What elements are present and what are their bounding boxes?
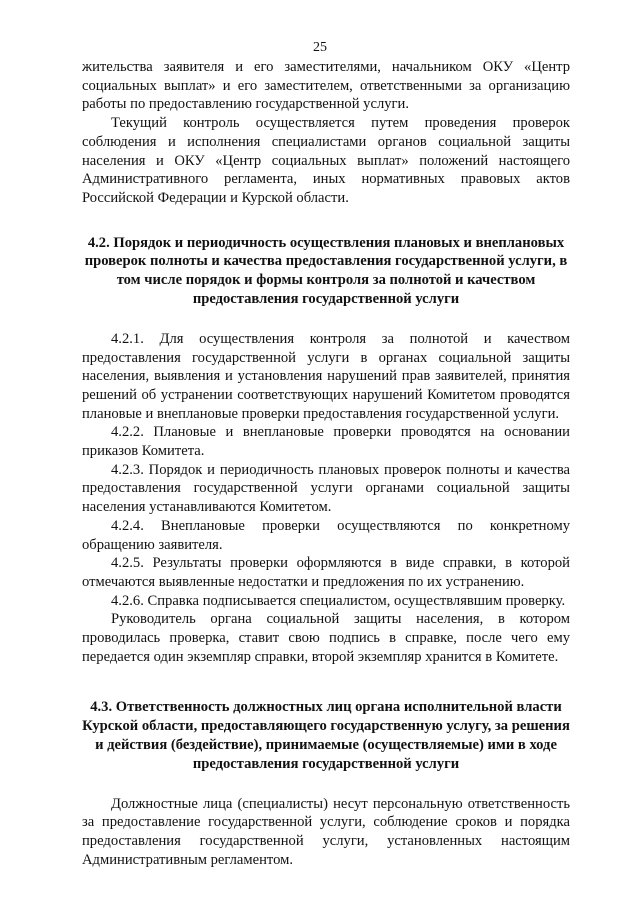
paragraph-4-2-3: 4.2.3. Порядок и периодичность плановых проверок полноты и качества предоставления государственной услуги органами социальной защиты населения устанавливаются Комитетом. <box>82 461 570 516</box>
paragraph-head-signature: Руководитель органа социальной защиты населения, в котором проводилась проверка, ставит свою подпись в справке, после чего ему передается один экземпляр справки, второй экземпляр хранится в Комитете. <box>82 611 570 665</box>
spacer <box>82 309 570 330</box>
paragraph-4-2-2: 4.2.2. Плановые и внеплановые проверки проводятся на основании приказов Комитета. <box>82 424 570 460</box>
paragraph-4-2-1: 4.2.1. Для осуществления контроля за полнотой и качеством предоставления государственной услуги в органах социальной защиты населения, выявления и установления нарушений прав заявителей, принятия решений об устранении соответствующих нарушений Комитетом проводятся плановые и внеплановые проверки предоставления государственной услуги. <box>82 330 570 422</box>
paragraph-4-2-4: 4.2.4. Внеплановые проверки осуществляются по конкретному обращению заявителя. <box>82 517 570 553</box>
spacer <box>82 208 570 234</box>
section-heading-4-2: 4.2. Порядок и периодичность осуществления плановых и внеплановых проверок полноты и качества предоставления государственной услуги, в том числе порядок и формы контроля за полнотой и качеством предоставления государственной услуги <box>84 234 568 308</box>
paragraph-4-2-5: 4.2.5. Результаты проверки оформляются в виде справки, в которой отмечаются выявленные недостатки и предложения по их устранению. <box>82 555 570 590</box>
text-column <box>82 58 570 869</box>
paragraph-4-2-6: 4.2.6. Справка подписывается специалистом, осуществлявшим проверку. <box>111 592 566 609</box>
section-heading-4-3: 4.3. Ответственность должностных лиц органа исполнительной власти Курской области, предоставляющего государственную услугу, за решения и действия (бездействие), принимаемые (осуществляемые) ими в ходе предоставления государственной услуги <box>82 699 570 772</box>
paragraph-current-control: Текущий контроль осуществляется путем проведения проверок соблюдения и исполнения специалистами органов социальной защиты населения и ОКУ «Центр социальных выплат» положений настоящего Административного регламента, иных нормативных правовых актов Российской Федерации и Курской области. <box>82 115 570 206</box>
spacer <box>82 666 570 698</box>
paragraph-residence: жительства заявителя и его заместителями, начальником ОКУ «Центр социальных выплат» и его заместителем, ответственными за организацию работы по предоставлению государственной услуги. <box>82 59 570 113</box>
paragraph-responsibility: Должностные лица (специалисты) несут персональную ответственность за предоставление государственной услуги, соблюдение сроков и порядка предоставления государственной услуги, установленных настоящим Административным регламентом. <box>82 795 570 868</box>
page-number: 25 <box>313 40 327 55</box>
spacer <box>82 774 570 795</box>
